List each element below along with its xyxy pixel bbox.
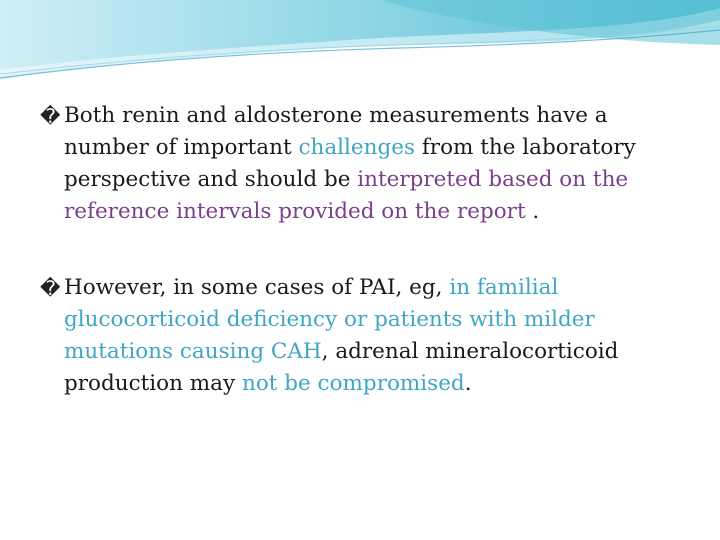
text-segment: . [525, 199, 540, 224]
wave-header-decoration [0, 0, 720, 90]
highlight-text: challenges [298, 135, 416, 160]
text-segment: , adrenal mineralocorticoid production may [64, 339, 619, 396]
bullet-icon: � [40, 276, 61, 300]
highlight-text: in familial glucocorticoid deficiency or patients with milder mutations causing CAH [64, 275, 595, 364]
text-segment: Both renin and aldosterone measurements have a number of important [64, 103, 608, 160]
bullet-item-2 [40, 272, 680, 400]
text-segment: However, in some cases of PAI, eg, [64, 275, 450, 300]
highlight-text: interpreted based on the reference intervals provided on the report [64, 167, 629, 224]
slide-content [40, 100, 680, 444]
text-segment: from the laboratory perspective and should be [64, 135, 636, 192]
highlight-text: not be compromised [241, 371, 465, 396]
bullet-item-1 [40, 100, 680, 228]
text-segment: . [464, 371, 472, 396]
bullet-icon: � [40, 104, 61, 128]
